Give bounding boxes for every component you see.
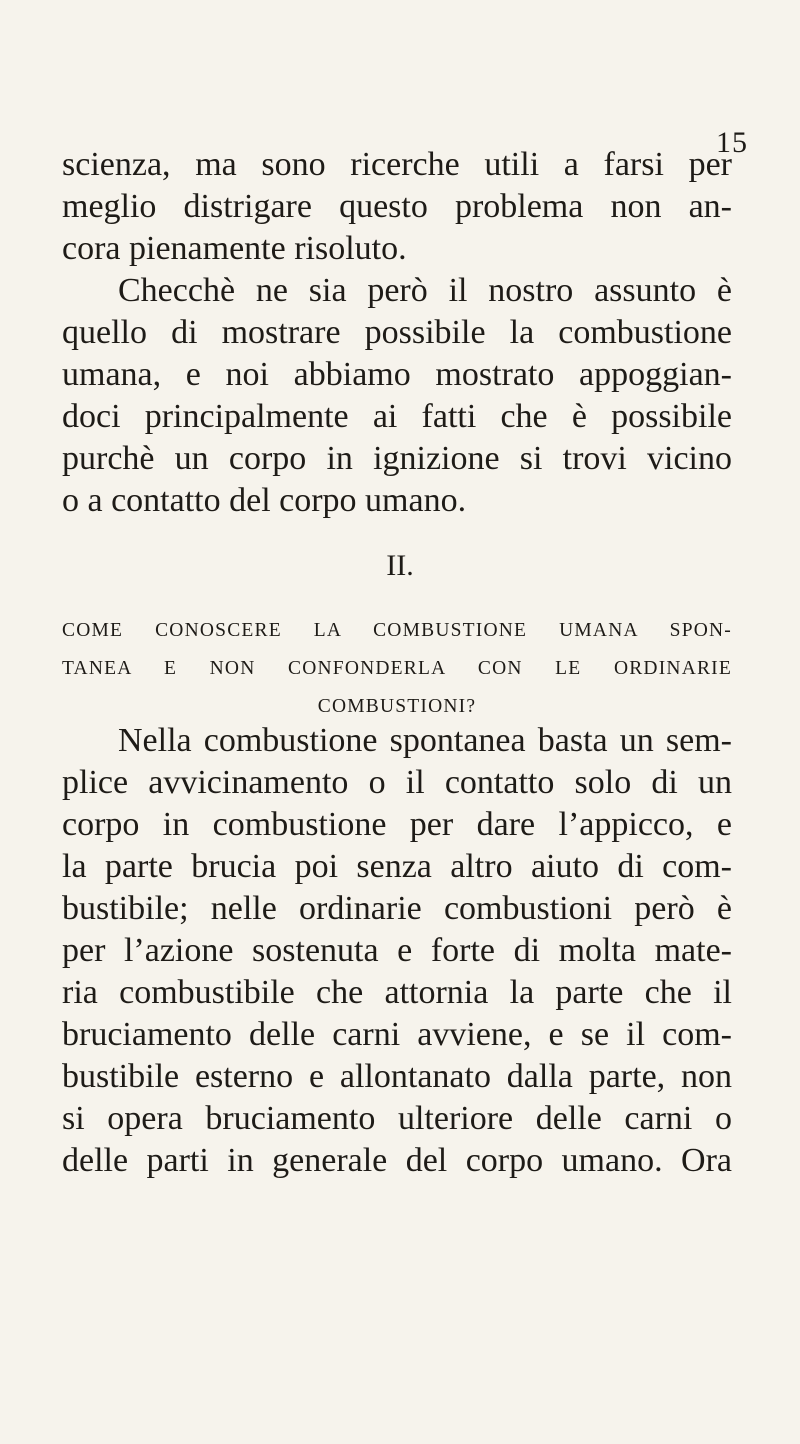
section-heading [62,612,732,726]
text-line: bustibile esterno e allontanato dalla parte, non [62,1058,732,1095]
text-line: meglio distrigare questo problema non an- [62,188,732,225]
text-line: doci principalmente ai fatti che è possibile [62,398,732,435]
text-line: Checchè ne sia però il nostro assunto è [118,272,732,309]
text-line: o a contatto del corpo umano. [62,482,467,519]
heading-line: COMBUSTIONI? [317,696,477,717]
text-line: bustibile; nelle ordinarie combustioni però è [62,890,732,927]
paragraph [62,720,732,1182]
text-line: per l’azione sostenuta e forte di molta mate- [62,932,732,969]
text-line: scienza, ma sono ricerche utili a farsi per [62,146,732,183]
text-line: delle parti in generale del corpo umano. Ora [62,1142,732,1179]
text-line: purchè un corpo in ignizione si trovi vicino [62,440,732,477]
text-line: umana, e noi abbiamo mostrato appoggian- [62,356,732,393]
page-number: 15 [716,126,748,159]
text-line: plice avvicinamento o il contatto solo di un [62,764,732,801]
text-line: la parte brucia poi senza altro aiuto di com- [62,848,732,885]
paragraph-continuation [62,144,732,522]
text-line: si opera bruciamento ulteriore delle carni o [62,1100,732,1137]
text-line: corpo in combustione per dare l’appicco, e [62,806,732,843]
text-line: quello di mostrare possibile la combustione [62,314,732,351]
heading-line: TANEA E NON CONFONDERLA CON LE ORDINARIE [62,658,732,679]
text-line: cora pienamente risoluto. [62,230,407,267]
text-line: ria combustibile che attornia la parte che il [62,974,732,1011]
text-line: Nella combustione spontanea basta un sem- [118,722,732,759]
heading-line: COME CONOSCERE LA COMBUSTIONE UMANA SPON- [62,620,732,641]
section-number: II. [386,549,414,582]
text-line: bruciamento delle carni avviene, e se il com- [62,1016,732,1053]
